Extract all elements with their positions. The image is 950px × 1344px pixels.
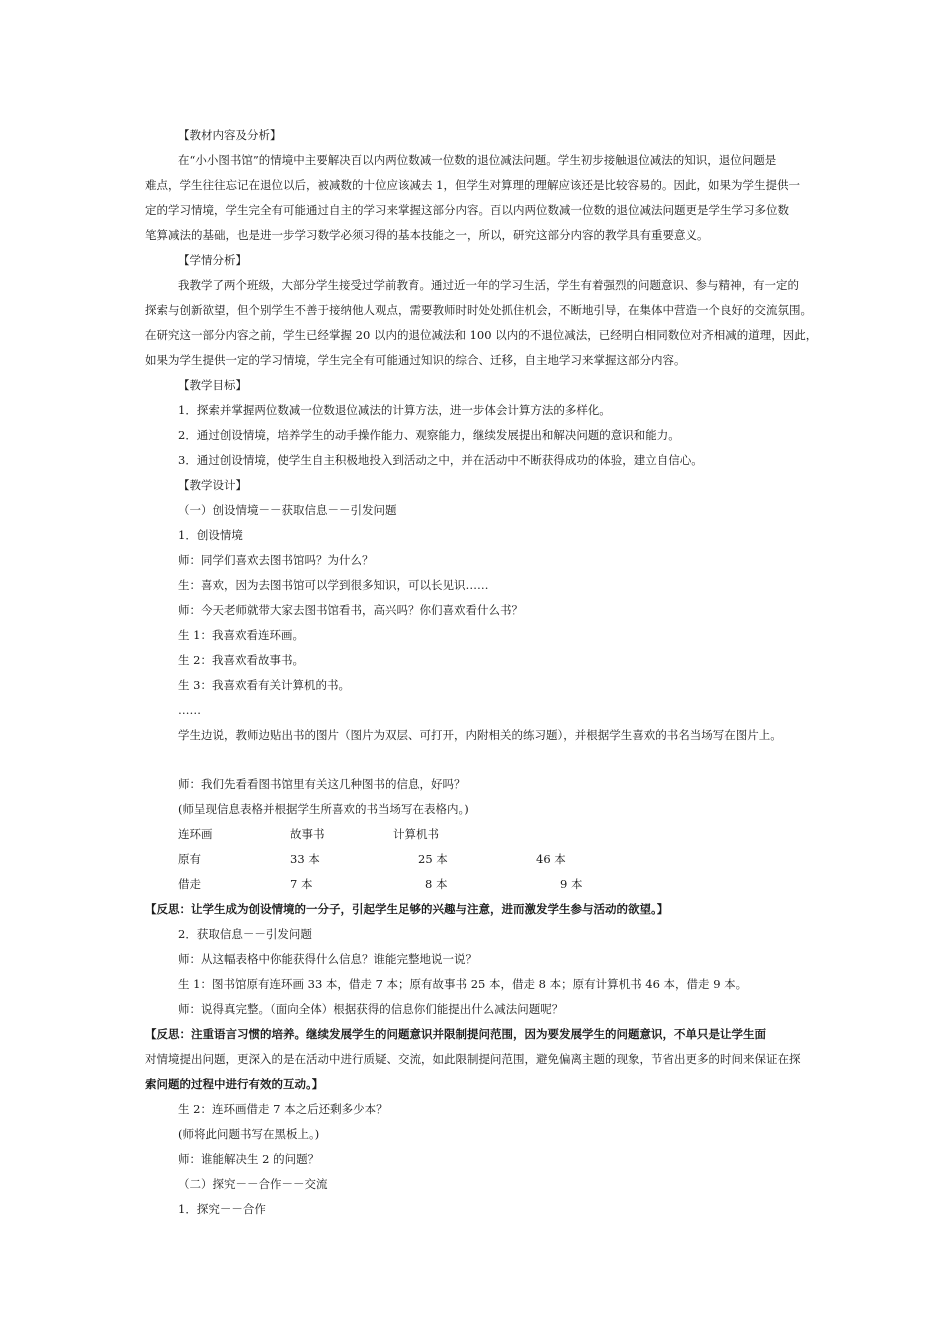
table-cell: 33 本	[290, 852, 320, 866]
ellipsis-line: ……	[178, 703, 201, 717]
reflection-note: 对情境提出问题，更深入的是在活动中进行质疑、交流，如此限制提问范围，避免偏离主题的现象，节省出更多的时间来保证在探	[145, 1052, 801, 1066]
goal-item: 1．探索并掌握两位数减一位数退位减法的计算方法，进一步体会计算方法的多样化。	[178, 403, 611, 417]
paragraph-line: 难点，学生往往忘记在退位以后，被减数的十位应该减去 1，但学生对算理的理解应该还是比较容易的。因此，如果为学生提供一	[145, 178, 800, 192]
dialogue-line: 师：同学们喜欢去图书馆吗？为什么？	[178, 553, 374, 567]
table-cell: 9 本	[560, 877, 583, 891]
reflection-note: 【反思：注重语言习惯的培养。继续发展学生的问题意识并限制提问范围，因为要发展学生的问题意识，不单只是让学生面	[145, 1027, 766, 1041]
table-header: 连环画	[178, 827, 213, 841]
paragraph-line: 在研究这一部分内容之前，学生已经掌握 20 以内的退位减法和 100 以内的不退位减法，已经明白相同数位对齐相减的道理，因此，	[145, 328, 818, 342]
section-heading-material-analysis: 【教材内容及分析】	[178, 128, 282, 142]
part-title: （一）创设情境－－获取信息－－引发问题	[178, 503, 397, 517]
goal-item: 3．通过创设情境，使学生自主积极地投入到活动之中，并在活动中不断获得成功的体验，建立自信心。	[178, 453, 703, 467]
paragraph-line: 我教学了两个班级，大部分学生接受过学前教育。通过近一年的学习生活，学生有着强烈的问题意识、参与精神，有一定的	[178, 278, 799, 292]
dialogue-line: 师：今天老师就带大家去图书馆看书，高兴吗？你们喜欢看什么书？	[178, 603, 523, 617]
table-cell: 7 本	[290, 877, 313, 891]
table-header: 计算机书	[393, 827, 439, 841]
reflection-note: 索问题的过程中进行有效的互动。】	[145, 1077, 324, 1091]
dialogue-line: 师：说得真完整。（面向全体）根据获得的信息你们能提出什么减法问题呢？	[178, 1002, 564, 1016]
section-heading-teaching-goals: 【教学目标】	[178, 378, 247, 392]
dialogue-line: 生 2：我喜欢看故事书。	[178, 653, 304, 667]
dialogue-line: (师将此问题书写在黑板上。)	[178, 1127, 320, 1141]
dialogue-line: 生：喜欢，因为去图书馆可以学到很多知识，可以长见识……	[178, 578, 489, 592]
dialogue-line: (师呈现信息表格并根据学生所喜欢的书当场写在表格内。)	[178, 802, 469, 816]
dialogue-line: 师：从这幅表格中你能获得什么信息？谁能完整地说一说？	[178, 952, 477, 966]
dialogue-line: 生 2：连环画借走 7 本之后还剩多少本？	[178, 1102, 388, 1116]
dialogue-line: 师：我们先看看图书馆里有关这几种图书的信息，好吗？	[178, 777, 466, 791]
paragraph-line: 定的学习情境，学生完全有可能通过自主的学习来掌握这部分内容。百以内两位数减一位数的退位减法问题更是学生学习多位数	[145, 203, 789, 217]
step-title: 2．获取信息－－引发问题	[178, 927, 312, 941]
section-heading-teaching-design: 【教学设计】	[178, 478, 247, 492]
dialogue-line: 生 1：我喜欢看连环画。	[178, 628, 304, 642]
dialogue-line: 学生边说，教师边贴出书的图片（图片为双层、可打开，内附相关的练习题），并根据学生喜欢的书名当场写在图片上。	[178, 728, 782, 742]
reflection-note: 【反思：让学生成为创设情境的一分子，引起学生足够的兴趣与注意，进而激发学生参与活动的欲望。】	[145, 902, 669, 916]
table-cell: 25 本	[418, 852, 448, 866]
section-heading-student-analysis: 【学情分析】	[178, 253, 247, 267]
paragraph-line: 如果为学生提供一定的学习情境，学生完全有可能通过知识的综合、迁移，自主地学习来掌握这部分内容。	[145, 353, 686, 367]
paragraph-line: 探索与创新欲望，但个别学生不善于接纳他人观点，需要教师时时处处抓住机会，不断地引导，在集体中营造一个良好的交流氛围。	[145, 303, 812, 317]
table-cell: 8 本	[425, 877, 448, 891]
table-header: 故事书	[290, 827, 325, 841]
dialogue-line: 生 1：图书馆原有连环画 33 本，借走 7 本；原有故事书 25 本，借走 8 本；原有计算机书 46 本，借走 9 本。	[178, 977, 748, 991]
step-title: 1．探究－－合作	[178, 1202, 266, 1216]
table-cell: 46 本	[536, 852, 566, 866]
dialogue-line: 师：谁能解决生 2 的问题？	[178, 1152, 320, 1166]
table-row-label: 借走	[178, 877, 201, 891]
paragraph-line: 笔算减法的基础，也是进一步学习数学必须习得的基本技能之一，所以，研究这部分内容的教学具有重要意义。	[145, 228, 709, 242]
step-title: 1．创设情境	[178, 528, 243, 542]
goal-item: 2．通过创设情境，培养学生的动手操作能力、观察能力，继续发展提出和解决问题的意识和能力。	[178, 428, 680, 442]
dialogue-line: 生 3：我喜欢看有关计算机的书。	[178, 678, 350, 692]
table-row-label: 原有	[178, 852, 201, 866]
paragraph-line: 在“小小图书馆”的情境中主要解决百以内两位数减一位数的退位减法问题。学生初步接触退位减法的知识，退位问题是	[178, 153, 777, 167]
part-title: （二）探究－－合作－－交流	[178, 1177, 328, 1191]
